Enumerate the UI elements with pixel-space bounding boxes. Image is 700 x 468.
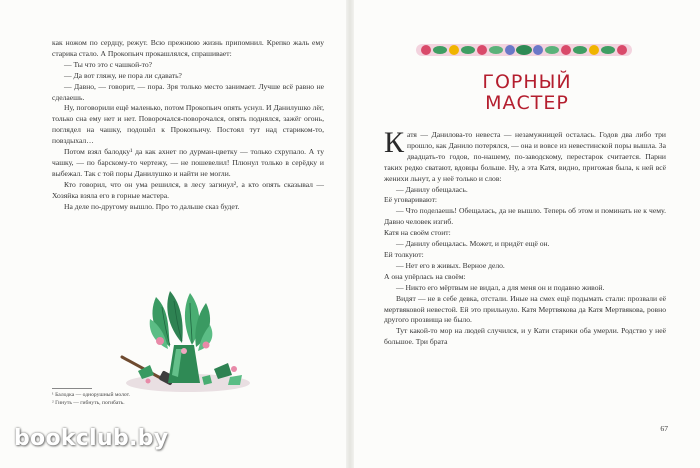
text-paragraph: — Давно, — говорит, — пора. Зря только место занимает. Лучше всё равно не сделаешь. — [52, 81, 324, 102]
footnote-rule — [52, 388, 92, 389]
left-page-text — [52, 38, 324, 213]
text-paragraph: На деле по-другому вышло. Про то дальше сказ будет. — [64, 201, 240, 211]
text-paragraph: — Данилу обещалась. Может, и придёт ещё он. — [396, 239, 550, 249]
text-paragraph: Ей толкуют: — [384, 249, 424, 259]
right-page — [354, 0, 700, 468]
left-page — [0, 0, 346, 468]
text-paragraph: Её уговаривают: — [384, 195, 438, 205]
text-paragraph: — Никто его мёртвым не видал, а для меня он и подавно живой. — [396, 282, 605, 292]
chapter-title — [394, 72, 660, 114]
text-paragraph: — Что поделаешь! Обещалась, да не вышло. Теперь об этом и поминать не к чему. Давно человек изгиб. — [384, 206, 666, 227]
text-paragraph: Ну, поговорили ещё маленько, потом Прокопьич опять уснул. И Данилушко лёг, только сна ему нет и нет. Поворочался-поворочался, опять поднялся, зажёг огонь, поглядел на чашку, подошёл к Прокопьичу. Постоял тут над стариком-то, повздыхал… — [52, 103, 324, 146]
chapter-title-line: МАСТЕР — [485, 92, 569, 114]
text-paragraph: Потом взял балодку¹ да как ахнет по дурман-цветку — только схрупало. А ту чашку, — по барскому-то чертежу, — не пошевелил! Плюнул только в серёдку и выбежал. Так с той поры Данилушко и найти не могли. — [52, 147, 324, 178]
broken-malachite-bowl-illustration — [110, 285, 260, 395]
opening-paragraph — [384, 126, 666, 185]
text-paragraph: — Да вот гляжу, не пора ли сдавать? — [64, 70, 182, 80]
text-paragraph: Видят — не в себе девка, отстали. Иные на смех ещё подымать стали: прозвали её мертвяковой невестой. Ей это прильнуло. Катя Мертвякова да Катя Мертвякова, ровно другого прозвища не было. — [384, 293, 666, 325]
text-paragraph: Катя на своём стоит: — [384, 228, 451, 238]
right-page-text — [384, 126, 666, 348]
site-watermark: bookclub.by — [14, 426, 169, 451]
footnote: ² Гинуть — гибнуть, погибать. — [52, 400, 125, 406]
chapter-title-line: ГОРНЫЙ — [482, 71, 572, 93]
opening-paragraph-text: атя — Данилова-то невеста — незамужницей осталась. Годов два либо три прошло, как Данило потерялся, — она и вовсе из невестинской поры вышла. За двадцать-то годов, по-нашему, по-заводскому, перестарок считается. Парни таких редко сватают, вдовцы больше. Ну, а эта Катя, видно, пригожая была, к ней всё женихи льнут, а у неё только и слов: — [384, 130, 666, 183]
drop-cap-letter: К — [384, 126, 405, 159]
footnotes — [52, 391, 252, 407]
text-paragraph: Кто говорил, что он ума решился, в лесу загинул², а кто опять сказывал — Хозяйка взяла его в горные мастера. — [52, 179, 324, 200]
book-gutter — [346, 0, 354, 468]
page-number: 67 — [660, 424, 668, 433]
text-paragraph: — Данилу обещалась. — [396, 184, 468, 194]
text-paragraph: — Нет его в живых. Верное дело. — [396, 260, 505, 270]
text-paragraph: — Ты что это с чашкой-то? — [64, 59, 153, 69]
floral-ornament-band — [416, 40, 632, 60]
text-paragraph: А она упёрлась на своём: — [384, 271, 466, 281]
footnote: ¹ Балодка — однорушный молот. — [52, 392, 131, 398]
right-page-paragraphs — [384, 185, 666, 349]
text-paragraph: как ножом по сердцу, режут. Всю прежнюю жизнь припомнил. Крепко жаль ему старика стало. А Прокопьич прокашлялся, спрашивает: — [52, 38, 324, 58]
text-paragraph: Тут какой-то мор на людей случился, и у Кати старики оба умерли. Родство у неё большое. Три брата — [384, 326, 666, 347]
